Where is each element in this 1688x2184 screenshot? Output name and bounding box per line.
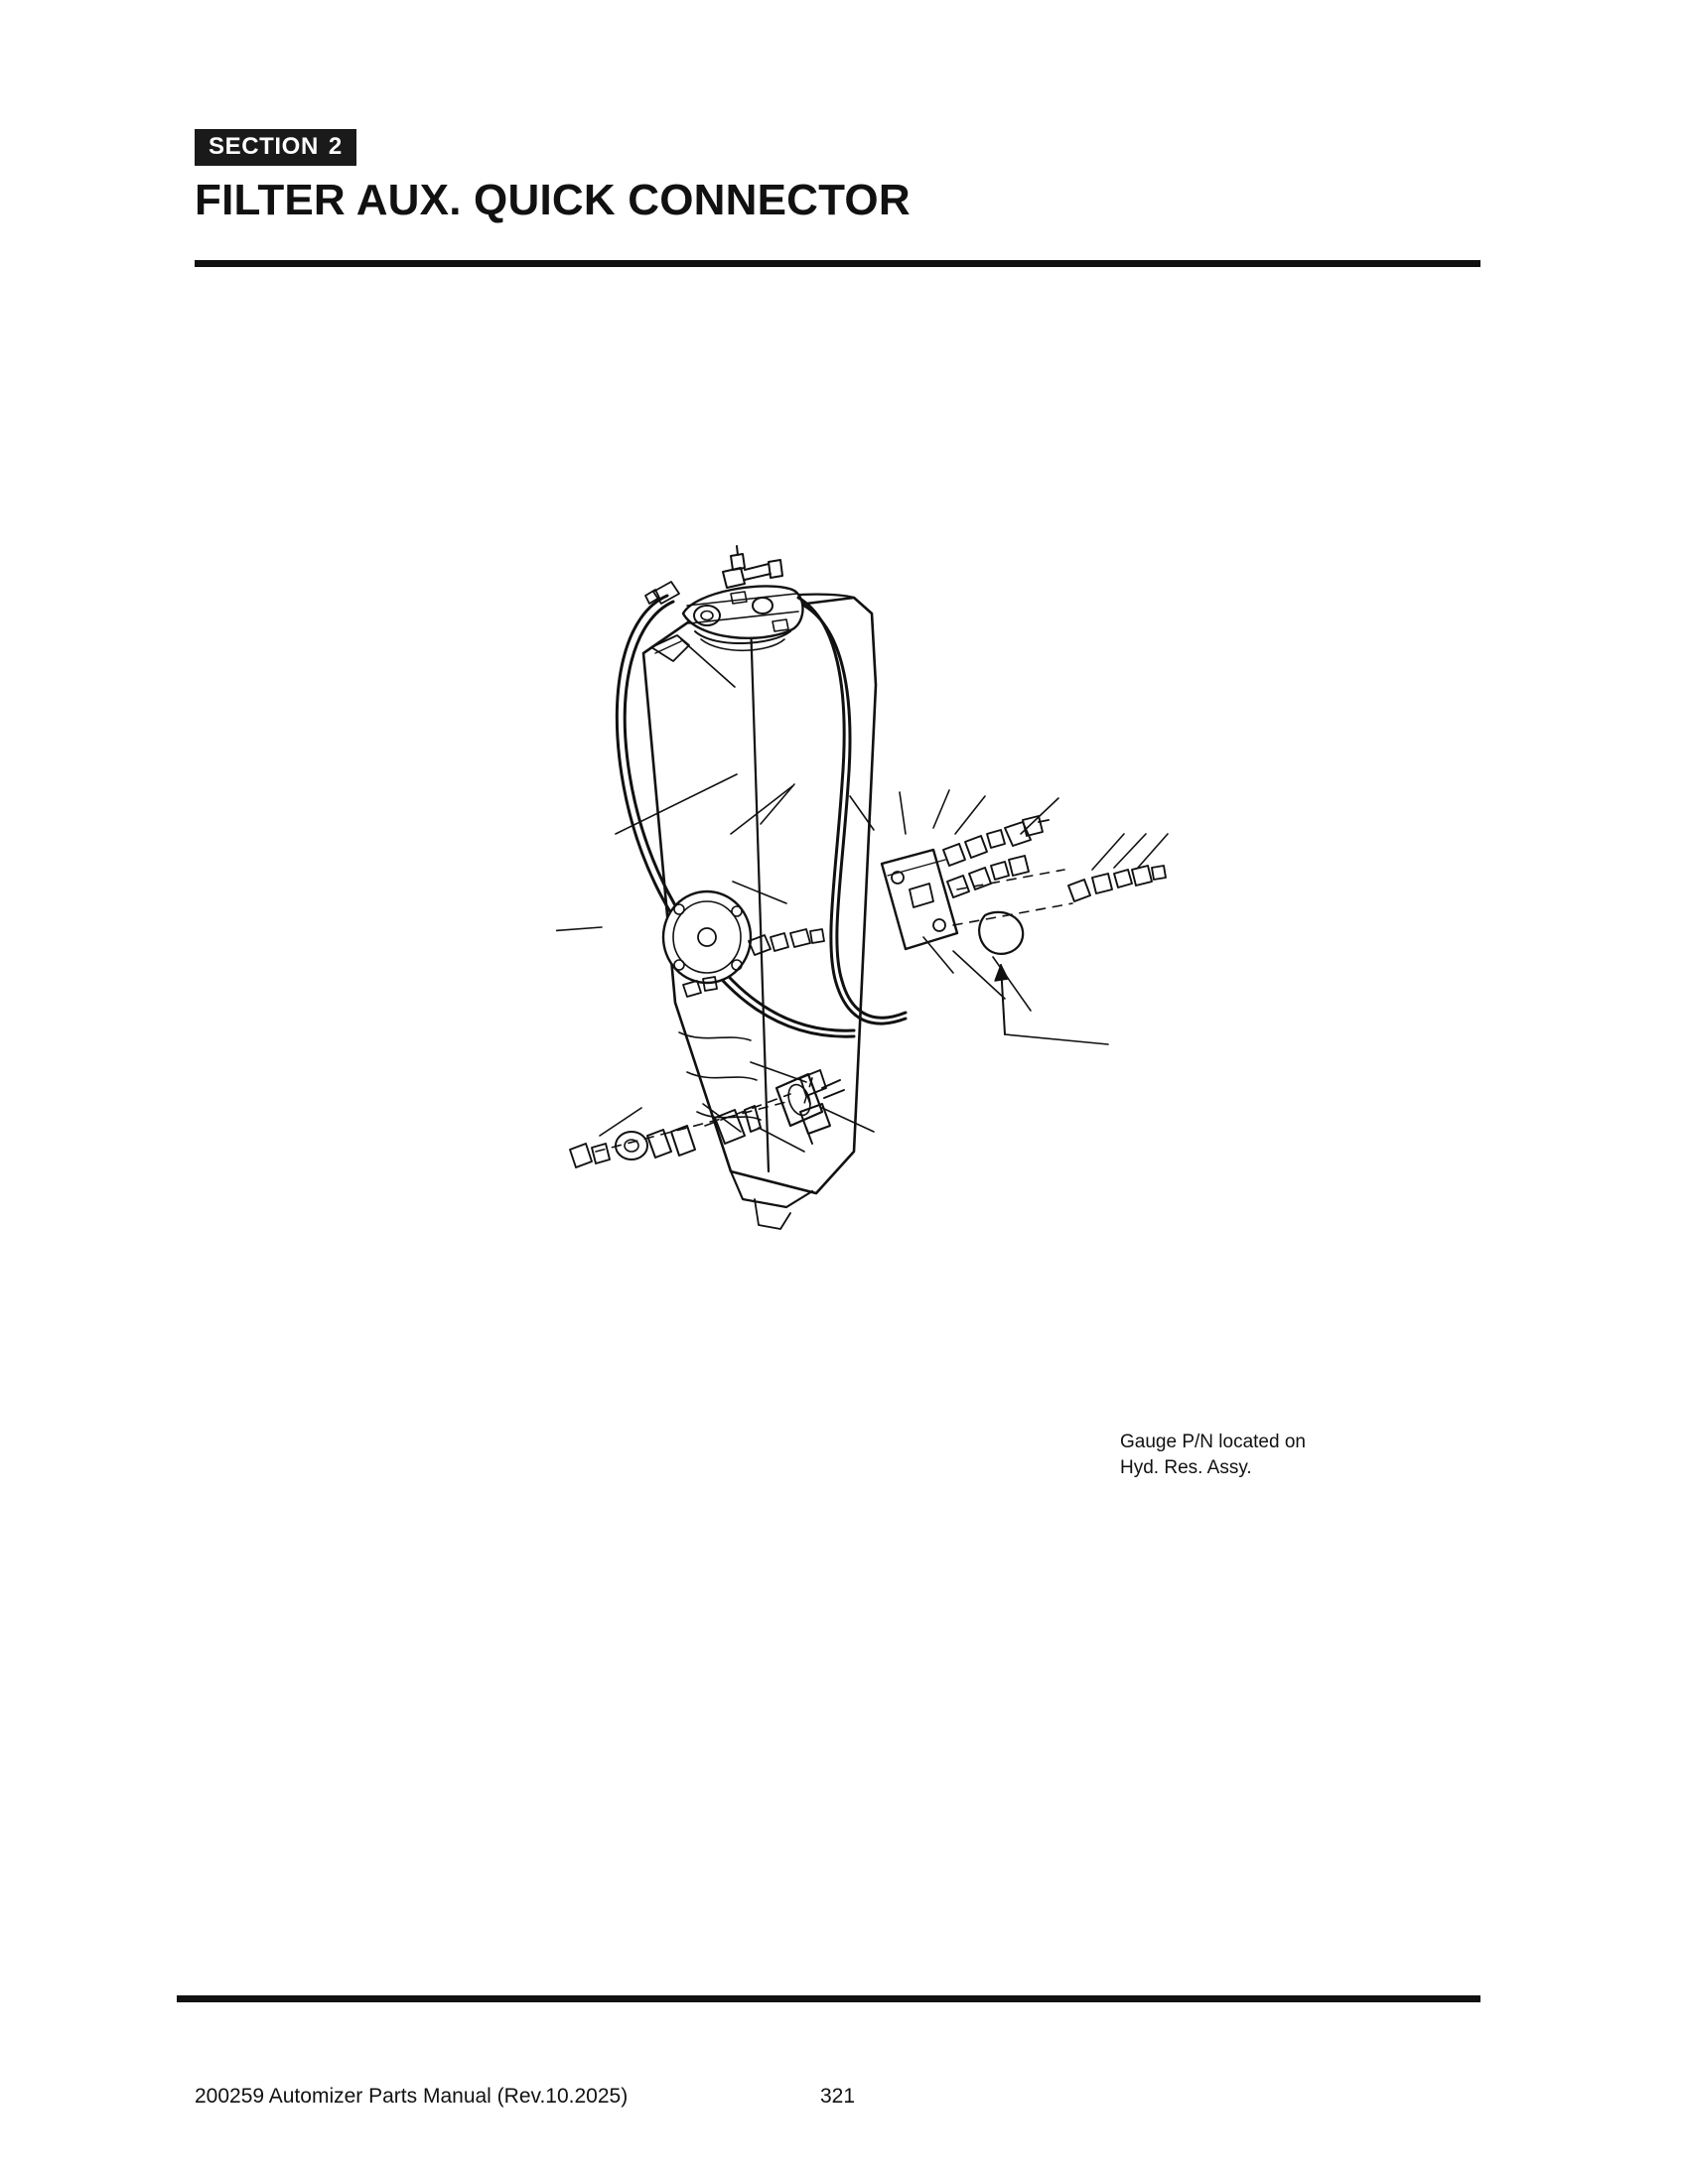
section-number: 2: [328, 133, 343, 160]
footer-document-id: 200259 Automizer Parts Manual (Rev.10.2025): [195, 2085, 629, 2108]
gauge-note-line-1: Gauge P/N located on: [1120, 1432, 1306, 1452]
assembly-drawing-svg: [556, 536, 1350, 1390]
document-header: [195, 129, 1485, 225]
section-label: SECTION: [209, 133, 319, 160]
footer-rule: [177, 1995, 1480, 2002]
gauge-note-line-2: Hyd. Res. Assy.: [1120, 1456, 1252, 1478]
header-rule: [195, 260, 1480, 267]
footer-page-number: 321: [820, 2085, 856, 2108]
section-badge: [195, 129, 356, 166]
page-title: FILTER AUX. QUICK CONNECTOR: [195, 176, 911, 224]
exploded-assembly-diagram: [556, 536, 1350, 1390]
gauge-location-note: [1120, 1430, 1306, 1480]
